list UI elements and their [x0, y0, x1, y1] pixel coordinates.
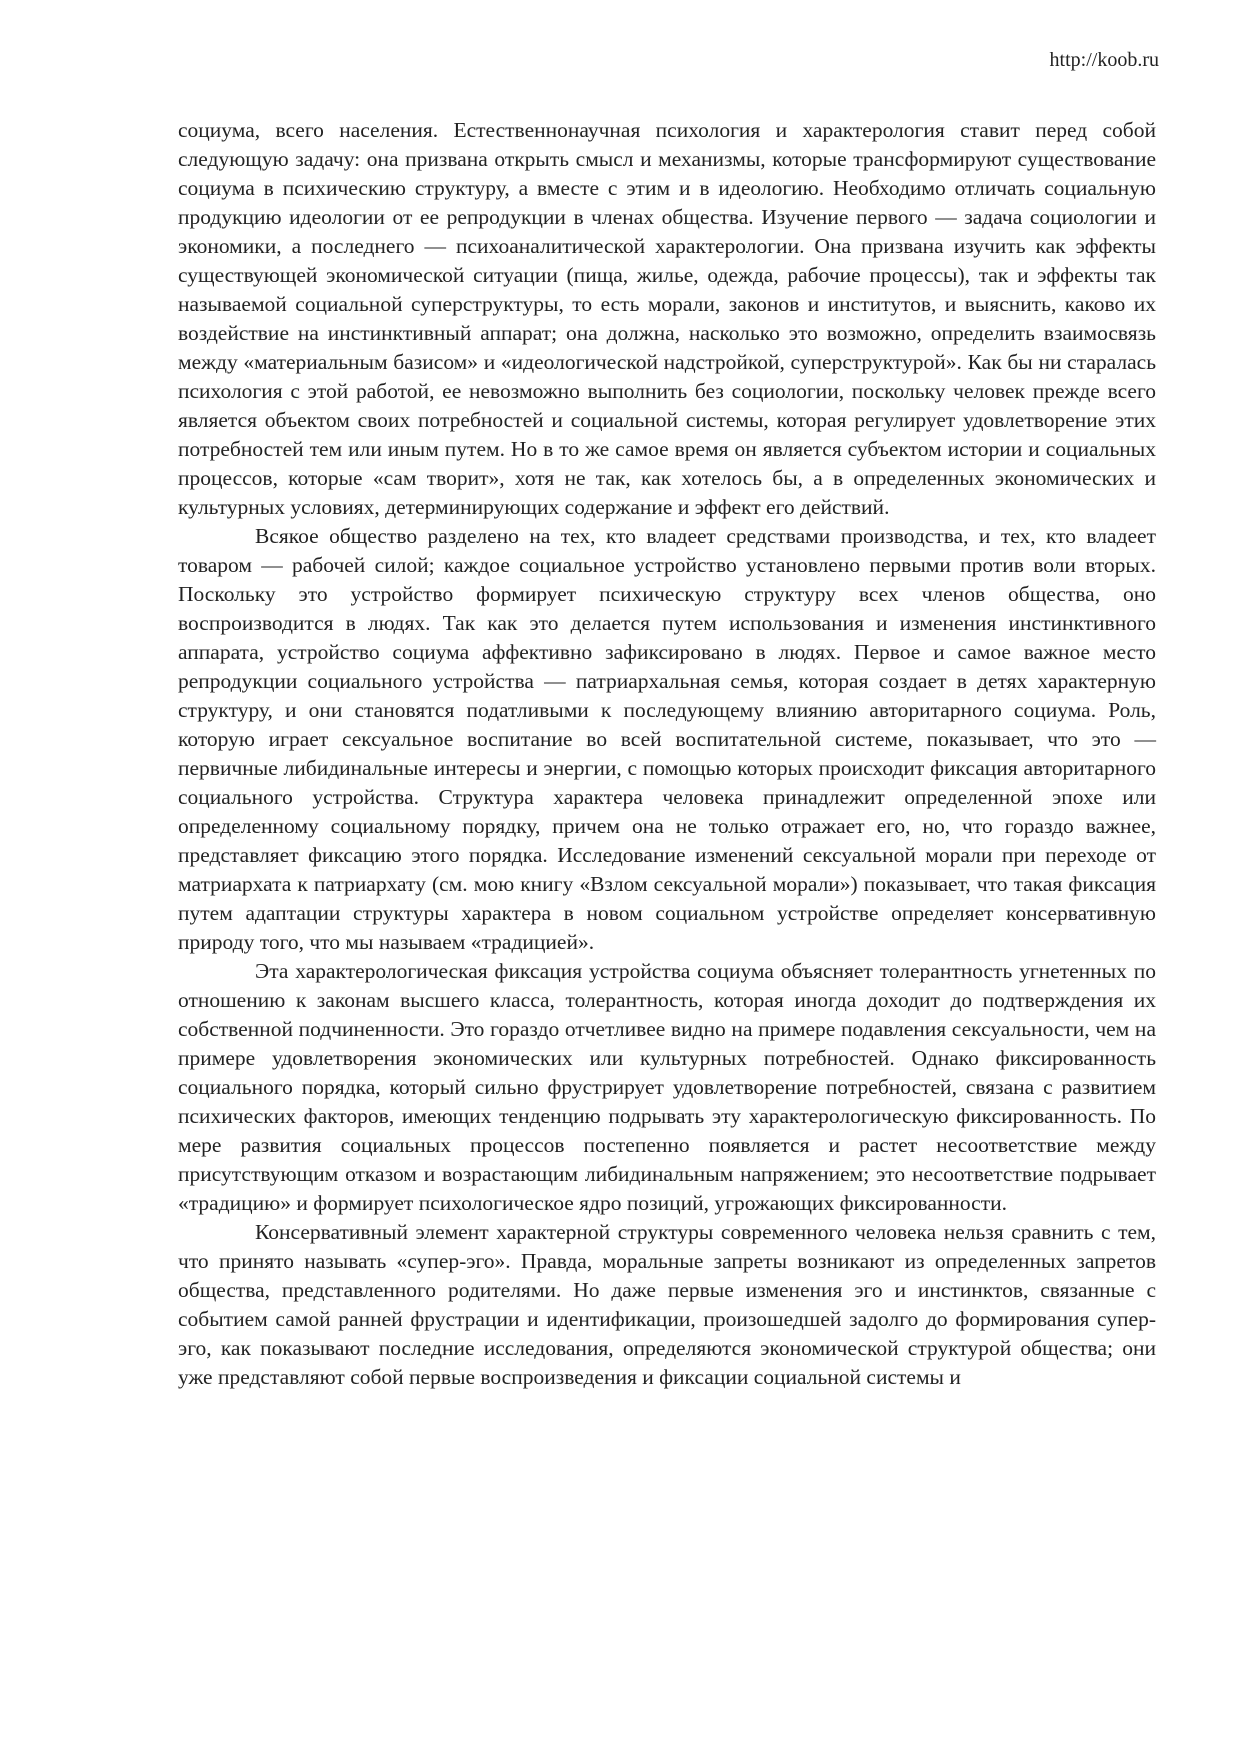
paragraph-4: Консервативный элемент характерной структуры современного человека нельзя сравнить с тем, что принято называть «супер-эго». Правда, моральные запреты возникают из определенных запретов общества, представленного родителями. Но даже первые изменения эго и инстинктов, связанные с событием самой ранней фрустрации и идентификации, произошедшей задолго до формирования супер-эго, как показывают последние исследования, определяются экономической структурой общества; они уже представляют собой первые воспроизведения и фиксации социальной системы и — [178, 1220, 1156, 1389]
paragraph-2: Всякое общество разделено на тех, кто владеет средствами производства, и тех, кто владеет товаром — рабочей силой; каждое социальное устройство установлено первыми против воли вторых. Поскольку это устройство формирует психическую структуру всех членов общества, оно воспроизводится в людях. Так как это делается путем использования и изменения инстинктивного аппарата, устройство социума аффективно зафиксировано в людях. Первое и самое важное место репродукции социального устройства — патриархальная семья, которая создает в детях характерную структуру, и они становятся податливыми к последующему влиянию авторитарного социума. Роль, которую играет сексуальное воспитание во всей воспитательной системе, показывает, что это — первичные либидинальные интересы и энергии, с помощью которых происходит фиксация авторитарного социального устройства. Структура характера человека принадлежит определенной эпохе или определенному социальному порядку, причем она не только отражает его, но, что гораздо важнее, представляет фиксацию этого порядка. Исследование изменений сексуальной морали при переходе от матриархата к патриархату (см. мою книгу «Взлом сексуальной морали») показывает, что такая фиксация путем адаптации структуры характера в новом социальном устройстве определяет консервативную природу того, что мы называем «традицией». — [178, 524, 1156, 954]
paragraph-3: Эта характерологическая фиксация устройства социума объясняет толерантность угнетенных по отношению к законам высшего класса, толерантность, которая иногда доходит до подтверждения их собственной подчиненности. Это гораздо отчетливее видно на примере подавления сексуальности, чем на примере удовлетворения экономических или культурных потребностей. Однако фиксированность социального порядка, который сильно фрустрирует удовлетворение потребностей, связана с развитием психических факторов, имеющих тенденцию подрывать эту характерологическую фиксированность. По мере развития социальных процессов постепенно появляется и растет несоответствие между присутствующим отказом и возрастающим либидинальным напряжением; это несоответствие подрывает «традицию» и формирует психологическое ядро позиций, угрожающих фиксированности. — [178, 959, 1156, 1215]
document-body — [178, 116, 1156, 1392]
paragraph-1: социума, всего населения. Естественнонаучная психология и характерология ставит перед собой следующую задачу: она призвана открыть смысл и механизмы, которые трансформируют существование социума в психическию структуру, а вместе с этим и в идеологию. Необходимо отличать социальную продукцию идеологии от ее репродукции в членах общества. Изучение первого — задача социологии и экономики, а последнего — психоаналитической характерологии. Она призвана изучить как эффекты существующей экономической ситуации (пища, жилье, одежда, рабочие процессы), так и эффекты так называемой социальной суперструктуры, то есть морали, законов и институтов, и выяснить, каково их воздействие на инстинктивный аппарат; она должна, насколько это возможно, определить взаимосвязь между «материальным базисом» и «идеологической надстройкой, суперструктурой». Как бы ни старалась психология с этой работой, ее невозможно выполнить без социологии, поскольку человек прежде всего является объектом своих потребностей и социальной системы, которая регулирует удовлетворение этих потребностей тем или иным путем. Но в то же самое время он является субъектом истории и социальных процессов, которые «сам творит», хотя не так, как хотелось бы, а в определенных экономических и культурных условиях, детерминирующих содержание и эффект его действий. — [178, 118, 1156, 519]
header-url[interactable]: http://koob.ru — [1049, 49, 1159, 71]
